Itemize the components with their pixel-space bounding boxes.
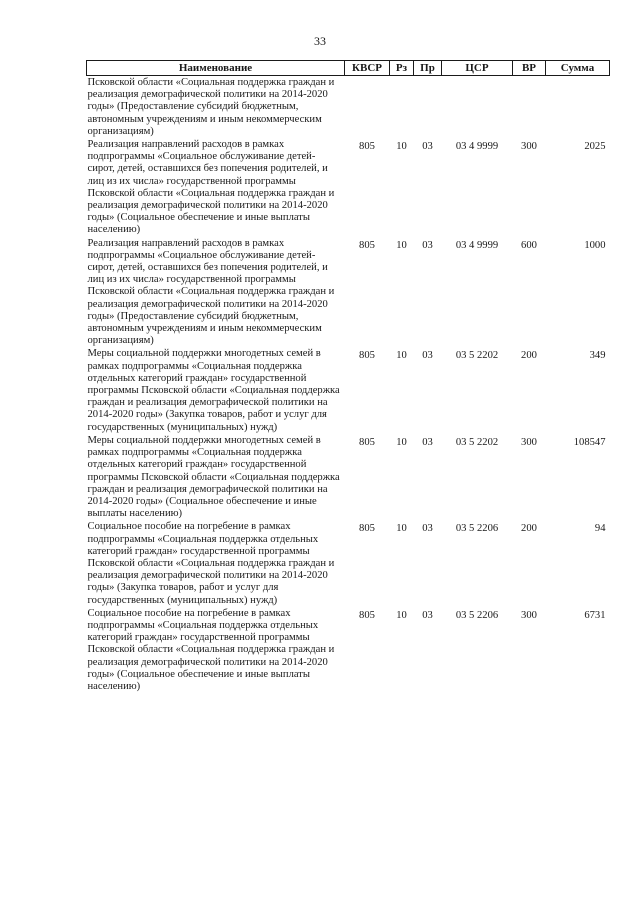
row-name: Социальное пособие на погребение в рамках подпрограммы «Социальная поддержка отдельных категорий граждан» государственной программы Псковской области «Социальная поддержка граждан и реализация демографической политики на 2014-2020 годы» (Социальное обеспечение и иные выплаты населению) <box>87 607 335 692</box>
row-sum: 6731 <box>584 609 606 621</box>
row-vr: 300 <box>521 609 537 621</box>
table-row <box>87 434 610 520</box>
table-row <box>87 347 610 433</box>
header-vr: ВР <box>513 61 546 76</box>
row-kvsr: 805 <box>359 436 375 448</box>
row-csr: 03 4 9999 <box>455 239 499 251</box>
table-row <box>87 237 610 348</box>
table-row <box>87 76 610 139</box>
header-kvsr: КВСР <box>345 61 390 76</box>
row-name: Меры социальной поддержки многодетных семей в рамках подпрограммы «Социальная поддержка отдельных категорий граждан» государственной программы Псковской области «Социальная поддержка граждан и реализация демографической политики на 2014-2020 годы» (Закупка товаров, работ и услуг для государственных (муниципальных) нужд) <box>87 348 340 433</box>
header-name: Наименование <box>87 61 345 76</box>
row-vr: 600 <box>521 239 537 251</box>
row-rz: 10 <box>396 523 407 535</box>
row-pr: 03 <box>422 523 433 535</box>
row-csr: 03 5 2206 <box>455 523 499 535</box>
header-pr: Пр <box>414 61 442 76</box>
row-pr <box>414 76 442 139</box>
row-sum: 1000 <box>584 239 606 251</box>
row-csr: 03 5 2206 <box>455 609 499 621</box>
row-csr: 03 4 9999 <box>455 141 499 153</box>
row-kvsr: 805 <box>359 239 375 251</box>
table-row <box>87 607 610 693</box>
row-kvsr: 805 <box>359 523 375 535</box>
row-name: Реализация направлений расходов в рамках подпрограммы «Социальное обслуживание детей-сирот, детей, оставшихся без попечения родителей, и лиц из их числа» государственной программы Псковской области «Социальная поддержка граждан и реализация демографической политики на 2014-2020 годы» (Предоставление субсидий бюджетным, автономным учреждениям и иным некоммерческим организациям) <box>87 237 335 347</box>
row-kvsr: 805 <box>359 609 375 621</box>
row-kvsr: 805 <box>359 350 375 362</box>
row-sum <box>546 76 610 139</box>
row-name: Псковской области «Социальная поддержка граждан и реализация демографической политики на 2014-2020 годы» (Предоставление субсидий бюджетным, автономным учреждениям и иным некоммерческим организациям) <box>87 77 335 137</box>
row-pr: 03 <box>422 141 433 153</box>
header-rz: Рз <box>390 61 414 76</box>
row-csr <box>442 76 513 139</box>
budget-table <box>86 60 610 693</box>
row-name: Меры социальной поддержки многодетных семей в рамках подпрограммы «Социальная поддержка отдельных категорий граждан» государственной программы Псковской области «Социальная поддержка граждан и реализация демографической политики на 2014-2020 годы» (Социальное обеспечение и иные выплаты населению) <box>87 434 340 520</box>
row-vr: 200 <box>521 350 537 362</box>
row-kvsr <box>345 76 390 139</box>
row-sum: 108547 <box>573 436 606 448</box>
row-csr: 03 5 2202 <box>455 350 499 362</box>
row-pr: 03 <box>422 609 433 621</box>
row-rz: 10 <box>396 609 407 621</box>
row-name: Реализация направлений расходов в рамках подпрограммы «Социальное обслуживание детей-сирот, детей, оставшихся без попечения родителей, и лиц из их числа» государственной программы Псковской области «Социальная поддержка граждан и реализация демографической политики на 2014-2020 годы» (Социальное обеспечение и иные выплаты населению) <box>87 139 335 236</box>
row-vr: 300 <box>521 141 537 153</box>
row-sum: 349 <box>589 350 606 362</box>
table-header-row <box>87 61 610 76</box>
row-rz: 10 <box>396 141 407 153</box>
row-pr: 03 <box>422 436 433 448</box>
row-name: Социальное пособие на погребение в рамках подпрограммы «Социальная поддержка отдельных категорий граждан» государственной программы Псковской области «Социальная поддержка граждан и реализация демографической политики на 2014-2020 годы» (Закупка товаров, работ и услуг для государственных (муниципальных) нужд) <box>87 521 335 606</box>
row-rz <box>390 76 414 139</box>
row-pr: 03 <box>422 350 433 362</box>
row-kvsr: 805 <box>359 141 375 153</box>
row-sum: 94 <box>594 523 606 535</box>
row-rz: 10 <box>396 350 407 362</box>
header-csr: ЦСР <box>442 61 513 76</box>
row-rz: 10 <box>396 239 407 251</box>
table-row <box>87 138 610 237</box>
header-sum: Сумма <box>546 61 610 76</box>
row-vr <box>513 76 546 139</box>
row-csr: 03 5 2202 <box>455 436 499 448</box>
row-vr: 200 <box>521 523 537 535</box>
row-rz: 10 <box>396 436 407 448</box>
page-number: 33 <box>314 34 326 48</box>
row-pr: 03 <box>422 239 433 251</box>
row-vr: 300 <box>521 436 537 448</box>
table-row <box>87 520 610 606</box>
row-sum: 2025 <box>584 141 606 153</box>
